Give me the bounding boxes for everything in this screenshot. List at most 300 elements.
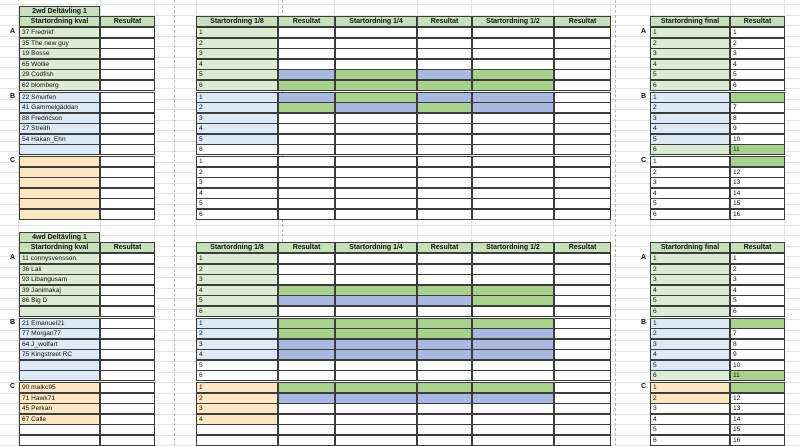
- final-start-slot[interactable]: 2: [650, 264, 730, 275]
- qualifier-result-field[interactable]: [100, 177, 155, 188]
- header-resultat: Resultat: [417, 242, 472, 253]
- final-start-slot[interactable]: 3: [650, 339, 730, 350]
- result-1-8-field[interactable]: [278, 435, 335, 446]
- start-1-4-slot[interactable]: [335, 403, 417, 414]
- final-start-slot[interactable]: 6: [650, 80, 730, 91]
- qualifier-driver[interactable]: 75 Kingstreet RC: [19, 349, 100, 360]
- qualifier-driver[interactable]: 71 Hawk71: [19, 393, 100, 404]
- start-1-8-slot[interactable]: 3: [196, 339, 278, 350]
- header-startordning-final: Startordning final: [650, 242, 730, 253]
- final-result-field[interactable]: 11: [730, 144, 785, 155]
- start-1-4-slot[interactable]: [335, 144, 417, 155]
- start-1-8-slot[interactable]: 3: [196, 113, 278, 124]
- final-start-slot[interactable]: 4: [650, 59, 730, 70]
- qualifier-result-field[interactable]: [100, 48, 155, 59]
- start-1-8-slot[interactable]: 1: [196, 253, 278, 264]
- final-start-slot[interactable]: 4: [650, 349, 730, 360]
- result-1-8-field[interactable]: [278, 306, 335, 317]
- result-1-4-field[interactable]: [417, 123, 472, 134]
- final-result-field[interactable]: 15: [730, 424, 785, 435]
- result-1-2-field[interactable]: [554, 144, 611, 155]
- start-1-2-slot[interactable]: [472, 295, 554, 306]
- result-1-8-field[interactable]: [278, 403, 335, 414]
- final-start-slot[interactable]: 1: [650, 27, 730, 38]
- final-start-slot[interactable]: 4: [650, 123, 730, 134]
- result-1-4-field[interactable]: [417, 382, 472, 393]
- final-start-slot[interactable]: 6: [650, 209, 730, 220]
- final-start-slot[interactable]: 3: [650, 177, 730, 188]
- result-1-2-field[interactable]: [554, 295, 611, 306]
- qualifier-result-field[interactable]: [100, 102, 155, 113]
- start-1-4-slot[interactable]: [335, 156, 417, 167]
- result-1-4-field[interactable]: [417, 80, 472, 91]
- start-1-4-slot[interactable]: [335, 253, 417, 264]
- group-label: A: [641, 28, 647, 35]
- qualifier-result-field[interactable]: [100, 306, 155, 317]
- start-1-4-slot[interactable]: [335, 48, 417, 59]
- header-startordning-kval: Startordning kval: [19, 16, 100, 27]
- final-start-slot[interactable]: 5: [650, 69, 730, 80]
- result-1-2-field[interactable]: [554, 274, 611, 285]
- final-start-slot[interactable]: 1: [650, 156, 730, 167]
- result-1-8-field[interactable]: [278, 370, 335, 381]
- qualifier-result-field[interactable]: [100, 328, 155, 339]
- gridline: [0, 235, 800, 236]
- qualifier-driver[interactable]: 90 malkc95: [19, 382, 100, 393]
- final-result-field[interactable]: 6: [730, 80, 785, 91]
- start-1-2-slot[interactable]: [472, 403, 554, 414]
- start-1-8-slot[interactable]: 4: [196, 414, 278, 425]
- final-result-field[interactable]: 3: [730, 274, 785, 285]
- result-1-8-field[interactable]: [278, 209, 335, 220]
- result-1-8-field[interactable]: [278, 69, 335, 80]
- qualifier-driver[interactable]: 11 connysvensson: [19, 253, 100, 264]
- start-1-8-slot[interactable]: 4: [196, 59, 278, 70]
- qualifier-driver[interactable]: [19, 198, 100, 209]
- start-1-2-slot[interactable]: [472, 274, 554, 285]
- page-break-line: [174, 0, 175, 446]
- header-startordning-1-4: Startordning 1/4: [335, 16, 417, 27]
- final-result-field[interactable]: 10: [730, 360, 785, 371]
- final-result-field[interactable]: 2: [730, 264, 785, 275]
- final-result-field[interactable]: 8: [730, 339, 785, 350]
- final-start-slot[interactable]: 4: [650, 188, 730, 199]
- result-1-4-field[interactable]: [417, 328, 472, 339]
- final-start-slot[interactable]: 1: [650, 92, 730, 103]
- result-1-8-field[interactable]: [278, 328, 335, 339]
- final-start-slot[interactable]: 2: [650, 102, 730, 113]
- final-start-slot[interactable]: 1: [650, 318, 730, 329]
- page-break-line: [615, 0, 616, 446]
- result-1-8-field[interactable]: [278, 274, 335, 285]
- final-result-field[interactable]: 5: [730, 295, 785, 306]
- start-1-8-slot[interactable]: 2: [196, 393, 278, 404]
- final-start-slot[interactable]: 3: [650, 113, 730, 124]
- start-1-8-slot[interactable]: 5: [196, 134, 278, 145]
- final-result-field[interactable]: 13: [730, 403, 785, 414]
- final-result-field[interactable]: 10: [730, 134, 785, 145]
- start-1-8-slot[interactable]: 2: [196, 328, 278, 339]
- start-1-4-slot[interactable]: [335, 27, 417, 38]
- start-1-4-slot[interactable]: [335, 123, 417, 134]
- qualifier-driver[interactable]: [19, 156, 100, 167]
- qualifier-driver[interactable]: [19, 435, 100, 446]
- result-1-8-field[interactable]: [278, 144, 335, 155]
- start-1-2-slot[interactable]: [472, 349, 554, 360]
- final-result-field[interactable]: 6: [730, 306, 785, 317]
- final-result-field[interactable]: 7: [730, 102, 785, 113]
- header-startordning-1-2: Startordning 1/2: [472, 242, 554, 253]
- result-1-4-field[interactable]: [417, 69, 472, 80]
- qualifier-result-field[interactable]: [100, 435, 155, 446]
- final-start-slot[interactable]: 2: [650, 328, 730, 339]
- final-result-field[interactable]: 1: [730, 27, 785, 38]
- group-label: C: [10, 157, 16, 164]
- final-result-field[interactable]: 15: [730, 198, 785, 209]
- result-1-8-field[interactable]: [278, 27, 335, 38]
- qualifier-driver[interactable]: 19 Bosse: [19, 48, 100, 59]
- start-1-8-slot[interactable]: 3: [196, 274, 278, 285]
- group-label: B: [641, 319, 647, 326]
- result-1-8-field[interactable]: [278, 156, 335, 167]
- final-start-slot[interactable]: 2: [650, 393, 730, 404]
- group-label: B: [641, 93, 647, 100]
- start-1-8-slot[interactable]: 3: [196, 48, 278, 59]
- header-resultat: Resultat: [554, 16, 611, 27]
- qualifier-driver[interactable]: 62 blomberg: [19, 80, 100, 91]
- qualifier-result-field[interactable]: [100, 382, 155, 393]
- start-1-2-slot[interactable]: [472, 48, 554, 59]
- qualifier-driver[interactable]: [19, 306, 100, 317]
- start-1-8-slot[interactable]: [196, 435, 278, 446]
- final-result-field[interactable]: 7: [730, 328, 785, 339]
- result-1-2-field[interactable]: [554, 306, 611, 317]
- start-1-4-slot[interactable]: [335, 306, 417, 317]
- final-start-slot[interactable]: 5: [650, 198, 730, 209]
- result-1-4-field[interactable]: [417, 144, 472, 155]
- start-1-4-slot[interactable]: [335, 198, 417, 209]
- final-result-field[interactable]: 2: [730, 38, 785, 49]
- start-1-4-slot[interactable]: [335, 424, 417, 435]
- result-1-4-field[interactable]: [417, 306, 472, 317]
- qualifier-driver[interactable]: 45 Perkan: [19, 403, 100, 414]
- s1-title: 2wd Deltävling 1: [19, 6, 100, 17]
- result-1-8-field[interactable]: [278, 198, 335, 209]
- start-1-4-slot[interactable]: [335, 382, 417, 393]
- start-1-4-slot[interactable]: [335, 370, 417, 381]
- start-1-8-slot[interactable]: 5: [196, 198, 278, 209]
- result-1-8-field[interactable]: [278, 382, 335, 393]
- result-1-2-field[interactable]: [554, 370, 611, 381]
- final-result-field[interactable]: 9: [730, 349, 785, 360]
- result-1-2-field[interactable]: [554, 382, 611, 393]
- result-1-2-field[interactable]: [554, 80, 611, 91]
- start-1-4-slot[interactable]: [335, 349, 417, 360]
- gridline: [0, 4, 800, 5]
- qualifier-result-field[interactable]: [100, 198, 155, 209]
- final-start-slot[interactable]: 2: [650, 167, 730, 178]
- result-1-2-field[interactable]: [554, 69, 611, 80]
- result-1-4-field[interactable]: [417, 177, 472, 188]
- group-label: C: [10, 383, 16, 390]
- result-1-8-field[interactable]: [278, 80, 335, 91]
- result-1-2-field[interactable]: [554, 102, 611, 113]
- final-start-slot[interactable]: 6: [650, 306, 730, 317]
- start-1-2-slot[interactable]: [472, 123, 554, 134]
- final-result-field[interactable]: 11: [730, 370, 785, 381]
- header-resultat: Resultat: [417, 16, 472, 27]
- final-start-slot[interactable]: 2: [650, 38, 730, 49]
- final-start-slot[interactable]: 1: [650, 382, 730, 393]
- start-1-8-slot[interactable]: 4: [196, 285, 278, 296]
- start-1-2-slot[interactable]: [472, 198, 554, 209]
- start-1-8-slot[interactable]: 1: [196, 156, 278, 167]
- start-1-4-slot[interactable]: [335, 274, 417, 285]
- qualifier-driver[interactable]: 64 J_wolfart: [19, 339, 100, 350]
- qualifier-result-field[interactable]: [100, 123, 155, 134]
- start-1-2-slot[interactable]: [472, 209, 554, 220]
- final-start-slot[interactable]: 5: [650, 424, 730, 435]
- gridline: [0, 225, 800, 226]
- start-1-8-slot[interactable]: 2: [196, 38, 278, 49]
- qualifier-result-field[interactable]: [100, 295, 155, 306]
- result-1-2-field[interactable]: [554, 253, 611, 264]
- qualifier-result-field[interactable]: [100, 274, 155, 285]
- qualifier-result-field[interactable]: [100, 403, 155, 414]
- final-result-field[interactable]: 9: [730, 123, 785, 134]
- qualifier-result-field[interactable]: [100, 349, 155, 360]
- result-1-2-field[interactable]: [554, 198, 611, 209]
- header-resultat: Resultat: [100, 16, 155, 27]
- qualifier-driver[interactable]: [19, 177, 100, 188]
- final-start-slot[interactable]: 6: [650, 435, 730, 446]
- result-1-2-field[interactable]: [554, 435, 611, 446]
- start-1-2-slot[interactable]: [472, 370, 554, 381]
- result-1-8-field[interactable]: [278, 295, 335, 306]
- start-1-8-slot[interactable]: 4: [196, 188, 278, 199]
- qualifier-driver[interactable]: 36 Lali: [19, 264, 100, 275]
- result-1-8-field[interactable]: [278, 102, 335, 113]
- qualifier-driver[interactable]: 21 Emanuel21: [19, 318, 100, 329]
- start-1-8-slot[interactable]: 1: [196, 382, 278, 393]
- result-1-4-field[interactable]: [417, 209, 472, 220]
- final-result-field[interactable]: 14: [730, 188, 785, 199]
- start-1-8-slot[interactable]: 6: [196, 306, 278, 317]
- result-1-2-field[interactable]: [554, 403, 611, 414]
- final-start-slot[interactable]: 3: [650, 48, 730, 59]
- result-1-2-field[interactable]: [554, 424, 611, 435]
- result-1-2-field[interactable]: [554, 48, 611, 59]
- qualifier-driver[interactable]: 39 Janimakaj: [19, 285, 100, 296]
- qualifier-result-field[interactable]: [100, 253, 155, 264]
- final-result-field[interactable]: 5: [730, 69, 785, 80]
- result-1-8-field[interactable]: [278, 349, 335, 360]
- start-1-8-slot[interactable]: 4: [196, 123, 278, 134]
- start-1-8-slot[interactable]: 6: [196, 144, 278, 155]
- result-1-2-field[interactable]: [554, 156, 611, 167]
- result-1-4-field[interactable]: [417, 156, 472, 167]
- final-result-field[interactable]: 12: [730, 167, 785, 178]
- qualifier-driver[interactable]: 93 Libangusam: [19, 274, 100, 285]
- start-1-8-slot[interactable]: 5: [196, 69, 278, 80]
- qualifier-result-field[interactable]: [100, 370, 155, 381]
- header-resultat: Resultat: [554, 242, 611, 253]
- result-1-8-field[interactable]: [278, 253, 335, 264]
- result-1-8-field[interactable]: [278, 424, 335, 435]
- final-start-slot[interactable]: 1: [650, 253, 730, 264]
- header-resultat: Resultat: [278, 242, 335, 253]
- qualifier-driver[interactable]: [19, 370, 100, 381]
- final-result-field[interactable]: 4: [730, 285, 785, 296]
- start-1-8-slot[interactable]: 5: [196, 360, 278, 371]
- qualifier-driver[interactable]: 41 Gammelgäddan: [19, 102, 100, 113]
- final-result-field[interactable]: 16: [730, 209, 785, 220]
- start-1-8-slot[interactable]: 2: [196, 102, 278, 113]
- qualifier-driver[interactable]: 54 Hakan_Ehn: [19, 134, 100, 145]
- final-start-slot[interactable]: 5: [650, 295, 730, 306]
- qualifier-result-field[interactable]: [100, 156, 155, 167]
- final-start-slot[interactable]: 4: [650, 414, 730, 425]
- group-label: A: [10, 254, 16, 261]
- final-start-slot[interactable]: 6: [650, 144, 730, 155]
- final-start-slot[interactable]: 5: [650, 134, 730, 145]
- result-1-4-field[interactable]: [417, 403, 472, 414]
- final-result-field[interactable]: 4: [730, 59, 785, 70]
- final-start-slot[interactable]: 4: [650, 285, 730, 296]
- start-1-2-slot[interactable]: [472, 306, 554, 317]
- result-1-4-field[interactable]: [417, 349, 472, 360]
- start-1-2-slot[interactable]: [472, 253, 554, 264]
- qualifier-driver[interactable]: 67 Calle: [19, 414, 100, 425]
- qualifier-driver[interactable]: [19, 424, 100, 435]
- start-1-8-slot[interactable]: 6: [196, 80, 278, 91]
- start-1-8-slot[interactable]: 3: [196, 403, 278, 414]
- start-1-2-slot[interactable]: [472, 424, 554, 435]
- start-1-2-slot[interactable]: [472, 144, 554, 155]
- qualifier-result-field[interactable]: [100, 424, 155, 435]
- result-1-4-field[interactable]: [417, 295, 472, 306]
- group-label: C: [641, 157, 647, 164]
- result-1-4-field[interactable]: [417, 48, 472, 59]
- qualifier-result-field[interactable]: [100, 69, 155, 80]
- start-1-8-slot[interactable]: 1: [196, 318, 278, 329]
- start-1-8-slot[interactable]: 6: [196, 209, 278, 220]
- start-1-8-slot[interactable]: 4: [196, 349, 278, 360]
- start-1-2-slot[interactable]: [472, 156, 554, 167]
- result-1-4-field[interactable]: [417, 435, 472, 446]
- final-result-field[interactable]: [730, 156, 785, 167]
- result-1-2-field[interactable]: [554, 27, 611, 38]
- start-1-2-slot[interactable]: [472, 177, 554, 188]
- result-1-2-field[interactable]: [554, 328, 611, 339]
- qualifier-result-field[interactable]: [100, 80, 155, 91]
- header-startordning-1-8: Startordning 1/8: [196, 16, 278, 27]
- start-1-4-slot[interactable]: [335, 295, 417, 306]
- result-1-4-field[interactable]: [417, 198, 472, 209]
- qualifier-driver[interactable]: 29 Codfish: [19, 69, 100, 80]
- result-1-2-field[interactable]: [554, 177, 611, 188]
- start-1-8-slot[interactable]: 6: [196, 370, 278, 381]
- start-1-4-slot[interactable]: [335, 328, 417, 339]
- qualifier-driver[interactable]: 22 Smurfen: [19, 92, 100, 103]
- s2-title: 4wd Deltävling 1: [19, 232, 100, 243]
- final-start-slot[interactable]: 3: [650, 403, 730, 414]
- start-1-8-slot[interactable]: 2: [196, 264, 278, 275]
- qualifier-result-field[interactable]: [100, 209, 155, 220]
- start-1-2-slot[interactable]: [472, 80, 554, 91]
- qualifier-result-field[interactable]: [100, 27, 155, 38]
- qualifier-result-field[interactable]: [100, 144, 155, 155]
- result-1-4-field[interactable]: [417, 424, 472, 435]
- result-1-4-field[interactable]: [417, 253, 472, 264]
- result-1-2-field[interactable]: [554, 349, 611, 360]
- qualifier-driver[interactable]: [19, 209, 100, 220]
- qualifier-driver[interactable]: 27 Streith: [19, 123, 100, 134]
- qualifier-driver[interactable]: 88 Fredricson: [19, 113, 100, 124]
- start-1-8-slot[interactable]: 2: [196, 167, 278, 178]
- start-1-2-slot[interactable]: [472, 435, 554, 446]
- result-1-2-field[interactable]: [554, 123, 611, 134]
- start-1-2-slot[interactable]: [472, 382, 554, 393]
- result-1-4-field[interactable]: [417, 27, 472, 38]
- final-result-field[interactable]: [730, 382, 785, 393]
- start-1-4-slot[interactable]: [335, 69, 417, 80]
- start-1-2-slot[interactable]: [472, 69, 554, 80]
- final-result-field[interactable]: 3: [730, 48, 785, 59]
- qualifier-driver[interactable]: 77 Morgan77: [19, 328, 100, 339]
- header-startordning-1-2: Startordning 1/2: [472, 16, 554, 27]
- start-1-2-slot[interactable]: [472, 27, 554, 38]
- qualifier-driver[interactable]: 65 Wollie: [19, 59, 100, 70]
- start-1-4-slot[interactable]: [335, 177, 417, 188]
- final-result-field[interactable]: 12: [730, 393, 785, 404]
- final-start-slot[interactable]: 5: [650, 360, 730, 371]
- result-1-4-field[interactable]: [417, 102, 472, 113]
- qualifier-driver[interactable]: 37 Fredrikf: [19, 27, 100, 38]
- group-label: B: [10, 93, 16, 100]
- start-1-8-slot[interactable]: 1: [196, 92, 278, 103]
- final-result-field[interactable]: 1: [730, 253, 785, 264]
- start-1-4-slot[interactable]: [335, 435, 417, 446]
- group-label: C: [641, 383, 647, 390]
- start-1-4-slot[interactable]: [335, 102, 417, 113]
- final-result-field[interactable]: 8: [730, 113, 785, 124]
- result-1-8-field[interactable]: [278, 177, 335, 188]
- start-1-4-slot[interactable]: [335, 209, 417, 220]
- qualifier-driver[interactable]: 35 The new guy: [19, 38, 100, 49]
- group-label: B: [10, 319, 16, 326]
- final-result-field[interactable]: 16: [730, 435, 785, 446]
- start-1-8-slot[interactable]: 1: [196, 27, 278, 38]
- start-1-2-slot[interactable]: [472, 328, 554, 339]
- result-1-8-field[interactable]: [278, 123, 335, 134]
- start-1-8-slot[interactable]: [196, 424, 278, 435]
- start-1-8-slot[interactable]: 5: [196, 295, 278, 306]
- qualifier-driver[interactable]: 86 Big D: [19, 295, 100, 306]
- result-1-2-field[interactable]: [554, 209, 611, 220]
- start-1-2-slot[interactable]: [472, 102, 554, 113]
- qualifier-driver[interactable]: [19, 144, 100, 155]
- final-start-slot[interactable]: 3: [650, 274, 730, 285]
- final-start-slot[interactable]: 6: [650, 370, 730, 381]
- result-1-4-field[interactable]: [417, 370, 472, 381]
- result-1-8-field[interactable]: [278, 48, 335, 59]
- result-1-4-field[interactable]: [417, 274, 472, 285]
- final-result-field[interactable]: 14: [730, 414, 785, 425]
- start-1-8-slot[interactable]: 3: [196, 177, 278, 188]
- final-result-field[interactable]: 13: [730, 177, 785, 188]
- start-1-4-slot[interactable]: [335, 80, 417, 91]
